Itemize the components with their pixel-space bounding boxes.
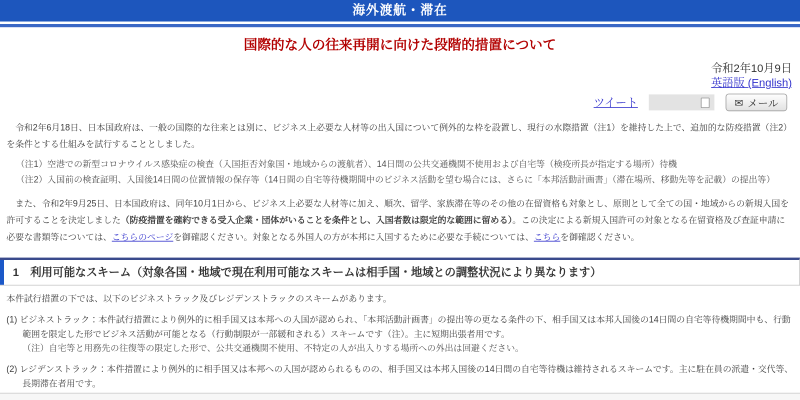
scheme-item-business-track: (1) ビジネストラック：本件試行措置により例外的に相手国又は本邦への入国が認められ、「本邦活動計画書」の提出等の更なる条件の下、相手国又は本邦入国後の14日間の自宅等待機期間中も、行動範囲を限定した形でビジネス活動が可能となる（行動制限が一部緩和される）スキームです（注）。主に短期出張者用です。 bbox=[6, 315, 791, 340]
page-icon bbox=[701, 97, 710, 107]
para2-bold-condition: （防疫措置を確約できる受入企業・団体がいることを条件とし、入国者数は限定的な範囲に留める） bbox=[120, 216, 513, 226]
page-title: 国際的な人の往来再開に向けた段階的措置について bbox=[243, 37, 557, 53]
share-widget[interactable] bbox=[649, 94, 715, 110]
mail-button[interactable] bbox=[726, 94, 787, 112]
section-1-lead: 本件試行措置の下では、以下のビジネストラック及びレジデンストラックのスキームがあります。 bbox=[6, 294, 392, 304]
scheme-item-business-track-note: （注）自宅等と用務先の往復等の限定した形で、公共交通機関不使用、不特定の人が出入りする場所への外出は回避ください。 bbox=[22, 344, 524, 354]
para2-text-1: また、令和2年9月25日、日本国政府は、同年10月1日から、ビジネス上必要な人材等に加え、順次、留学、家族滞在等のその他の在留資格も対象とし、原則として全ての国・地域からの新規入国を許可することを決定しました bbox=[6, 199, 789, 226]
heading-accent-bar bbox=[0, 260, 4, 285]
para2-text-4: を御確認ください。 bbox=[560, 232, 640, 243]
tweet-link[interactable]: ツイート bbox=[593, 96, 638, 109]
para2-text-3: を御確認ください。対象となる外国人の方が本邦に入国するために必要な手続については、 bbox=[173, 232, 534, 243]
english-version-link[interactable]: 英語版 (English) bbox=[711, 76, 792, 89]
meta-block bbox=[0, 61, 792, 90]
mail-button-label: メール bbox=[747, 97, 779, 110]
banner-underline bbox=[0, 24, 800, 27]
intro-notes bbox=[16, 158, 794, 188]
note-1: （注1）空港での新型コロナウイルス感染症の検査（入国拒否対象国・地域からの渡航者）、14日間の公共交通機関不使用および自宅等（検疫所長が指定する場所）待機 bbox=[16, 160, 677, 170]
section-divider bbox=[0, 393, 800, 400]
section-1-heading bbox=[0, 258, 800, 286]
note-2: （注2）入国前の検査証明、入国後14日間の位置情報の保存等（14日間の自宅等待機期間中のビジネス活動を望む場合には、さらに「本邦活動計画書」（滞在場所、移動先等を記載）の提出等） bbox=[16, 175, 776, 185]
section-1-heading-text: 1 利用可能なスキーム（対象各国・地域で現在利用可能なスキームは相手国・地域との調整状況により異なります） bbox=[12, 265, 602, 279]
intro-paragraph-2 bbox=[6, 196, 793, 246]
publication-date: 令和2年10月9日 bbox=[711, 61, 792, 75]
entry-procedures-link[interactable]: こちら bbox=[533, 232, 561, 243]
intro-paragraph-1: 令和2年6月18日、日本国政府は、一般の国際的な往来とは別に、ビジネス上必要な人材等の出入国について例外的な枠を設置し、現行の水際措置（注1）を維持した上で、追加的な防疫措置（注2）を条件とする仕組みを試行することとしました。 bbox=[6, 123, 792, 150]
mail-envelope-icon: ✉ bbox=[734, 96, 744, 109]
english-link-row bbox=[0, 75, 792, 89]
scheme-item-residence-track: (2) レジデンストラック：本件措置により例外的に相手国又は本邦への入国が認められるものの、相手国又は本邦入国後の14日間の自宅等待機は維持されるスキームです。主に駐在員の派遣・交代等、長期滞在者用です。 bbox=[6, 364, 794, 389]
category-banner-title: 海外渡航・滞在 bbox=[352, 4, 448, 18]
share-row bbox=[0, 93, 787, 112]
para2-text-2: 。この決定による新規入国許可の対象となる在留資格及び査証申請に必要な書類等については、 bbox=[6, 216, 786, 243]
residence-status-page-link[interactable]: こちらのページ bbox=[111, 232, 174, 243]
category-banner bbox=[0, 0, 800, 22]
